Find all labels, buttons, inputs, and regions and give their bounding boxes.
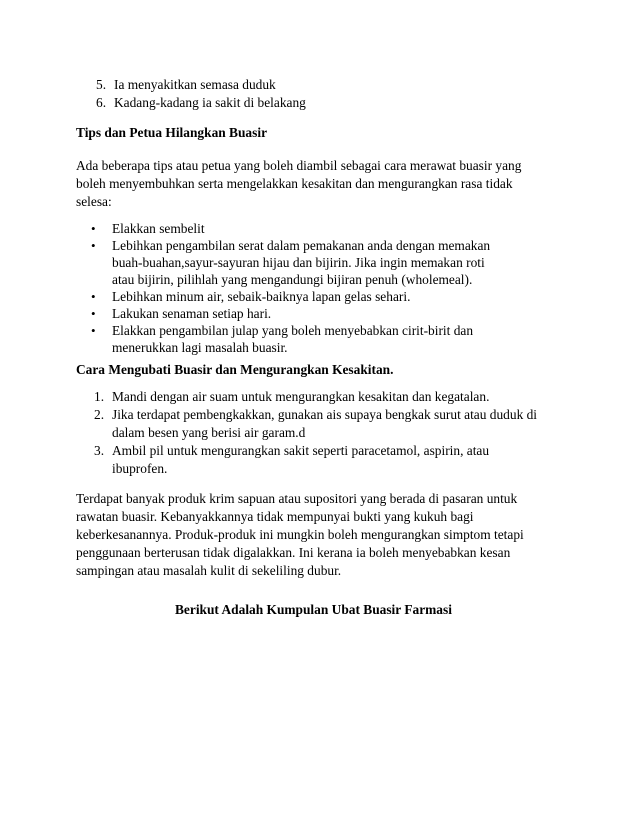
bullet-item-continuation: atau bijirin, pilihlah yang mengandungi bijiran penuh (wholemeal). <box>112 272 473 287</box>
bullet-icon: • <box>91 306 96 321</box>
paragraph-line: Ada beberapa tips atau petua yang boleh diambil sebagai cara merawat buasir yang <box>76 158 522 173</box>
list-number: 3. <box>94 443 105 458</box>
bullet-item: Elakkan pengambilan julap yang boleh menyebabkan cirit-birit dan <box>112 323 474 338</box>
bullet-item-continuation: buah-buahan,sayur-sayuran hijau dan bijirin. Jika ingin memakan roti <box>112 255 485 270</box>
list-number: 1. <box>94 389 105 404</box>
bullet-item-continuation: menerukkan lagi masalah buasir. <box>112 340 288 355</box>
paragraph-line: sampingan atau masalah kulit di sekeliling dubur. <box>76 563 342 578</box>
bullet-icon: • <box>91 238 96 253</box>
paragraph-line: penggunaan berterusan tidak digalakkan. Ini kerana ia boleh menyebabkan kesan <box>76 545 511 560</box>
bullet-item: Lebihkan minum air, sebaik-baiknya lapan gelas sehari. <box>112 289 411 304</box>
tips-heading: Tips dan Petua Hilangkan Buasir <box>76 125 268 140</box>
bullet-icon: • <box>91 289 96 304</box>
paragraph-line: keberkesanannya. Produk-produk ini mungkin boleh mengurangkan simptom tetapi <box>76 527 524 542</box>
bullet-item: Elakkan sembelit <box>112 221 205 236</box>
list-number: 6. <box>96 95 107 110</box>
list-number: 5. <box>96 77 107 92</box>
paragraph-line: selesa: <box>76 194 112 209</box>
cara-heading: Cara Mengubati Buasir dan Mengurangkan Kesakitan. <box>76 362 394 377</box>
bullet-icon: • <box>91 221 96 236</box>
list-item: Jika terdapat pembengkakkan, gunakan ais supaya bengkak surut atau duduk di <box>112 407 538 422</box>
bullet-item: Lebihkan pengambilan serat dalam pemakanan anda dengan memakan <box>112 238 491 253</box>
list-number: 2. <box>94 407 105 422</box>
list-item: Mandi dengan air suam untuk mengurangkan kesakitan dan kegatalan. <box>112 389 490 404</box>
paragraph-line: Terdapat banyak produk krim sapuan atau supositori yang berada di pasaran untuk <box>76 491 518 506</box>
list-item: Kadang-kadang ia sakit di belakang <box>114 95 306 110</box>
list-item: Ia menyakitkan semasa duduk <box>114 77 276 92</box>
list-item-continuation: ibuprofen. <box>112 461 168 476</box>
bullet-icon: • <box>91 323 96 338</box>
paragraph-line: rawatan buasir. Kebanyakkannya tidak mempunyai bukti yang kukuh bagi <box>76 509 474 524</box>
final-heading: Berikut Adalah Kumpulan Ubat Buasir Farmasi <box>175 602 452 617</box>
bullet-item: Lakukan senaman setiap hari. <box>112 306 272 321</box>
paragraph-line: boleh menyembuhkan serta mengelakkan kesakitan dan mengurangkan rasa tidak <box>76 176 513 191</box>
list-item: Ambil pil untuk mengurangkan sakit seperti paracetamol, aspirin, atau <box>112 443 490 458</box>
list-item-continuation: dalam besen yang berisi air garam.d <box>112 425 306 440</box>
